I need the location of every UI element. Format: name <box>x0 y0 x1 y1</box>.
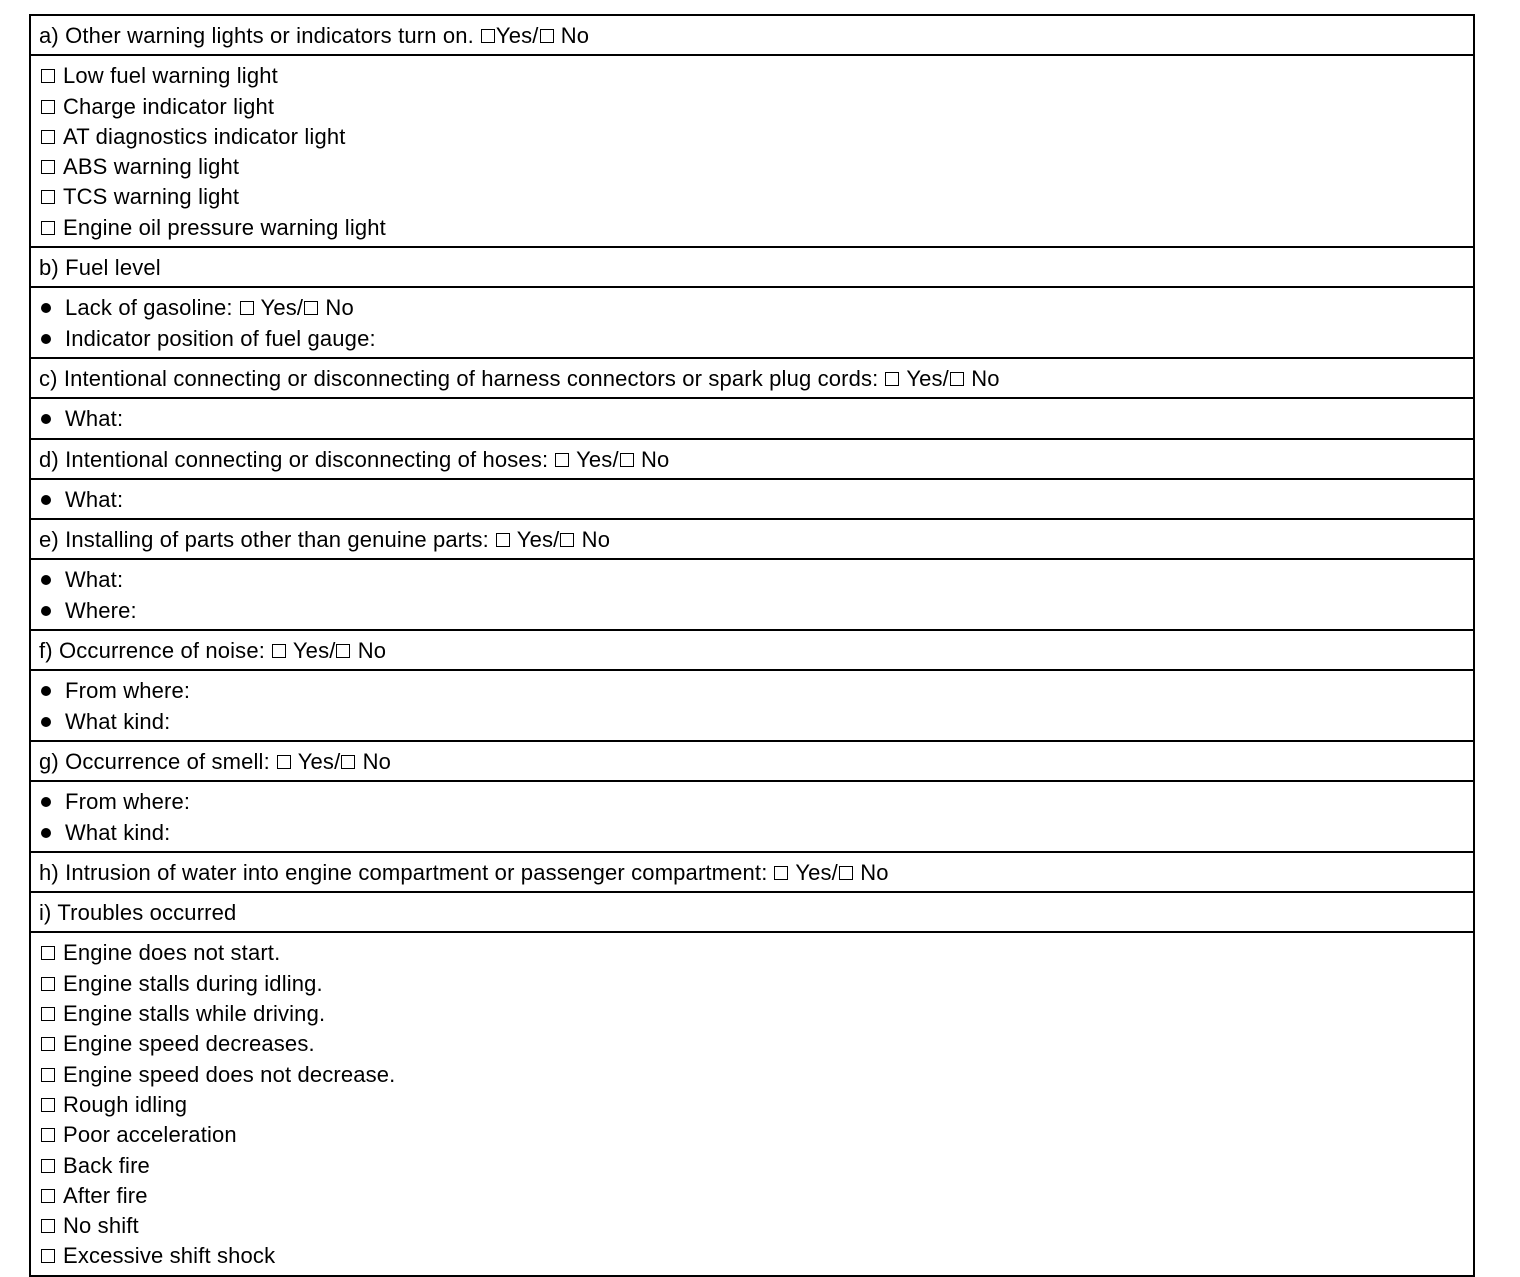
section-b-heading-row <box>31 246 1473 286</box>
section-h-no-checkbox[interactable] <box>839 866 853 880</box>
checklist-item-label: Back fire <box>63 1152 150 1178</box>
checkbox[interactable] <box>41 977 55 991</box>
what-label: What: <box>65 567 124 593</box>
checkbox[interactable] <box>41 1007 55 1021</box>
section-e-yes-checkbox[interactable] <box>496 533 510 547</box>
checklist-item-label: No shift <box>63 1213 139 1239</box>
section-d-question-row <box>31 438 1473 478</box>
section-f-question-row <box>31 629 1473 669</box>
checklist-item <box>39 1181 1465 1211</box>
checklist-item <box>39 152 1465 182</box>
checkbox[interactable] <box>41 1159 55 1173</box>
bullet-icon <box>41 606 51 616</box>
section-d-question: d) Intentional connecting or disconnecting of hoses: <box>39 446 549 472</box>
checklist-item <box>39 1211 1465 1241</box>
section-h-question-row <box>31 851 1473 891</box>
detail-item <box>39 324 1465 354</box>
detail-item <box>39 676 1465 706</box>
section-f-yes-checkbox[interactable] <box>272 644 286 658</box>
section-e-question: e) Installing of parts other than genuine parts: <box>39 527 489 553</box>
checklist-item-label: Poor acceleration <box>63 1122 237 1148</box>
checklist-item <box>39 92 1465 122</box>
section-f-details-row <box>31 669 1473 740</box>
detail-item <box>39 818 1465 848</box>
checklist-item <box>39 969 1465 999</box>
section-c-question: c) Intentional connecting or disconnecting of harness connectors or spark plug cords: <box>39 365 879 391</box>
section-e-no-label: No <box>581 527 611 553</box>
checklist-item <box>39 1090 1465 1120</box>
bullet-icon <box>41 334 51 344</box>
section-g-no-checkbox[interactable] <box>341 755 355 769</box>
detail-item <box>39 404 1465 434</box>
section-a-yes-checkbox[interactable] <box>481 29 495 43</box>
checklist-item-label: TCS warning light <box>63 184 240 210</box>
checkbox[interactable] <box>41 1189 55 1203</box>
what-kind-label: What kind: <box>65 819 171 845</box>
bullet-icon <box>41 686 51 696</box>
section-a-question-row <box>31 16 1473 54</box>
checklist-item-label: Engine speed does not decrease. <box>63 1061 396 1087</box>
section-a-no-label: No <box>560 23 590 48</box>
detail-item <box>39 485 1465 515</box>
section-a-question: a) Other warning lights or indicators turn on. <box>39 23 474 48</box>
problem-checklist-form <box>29 14 1475 1277</box>
section-g-no-label: No <box>362 748 392 774</box>
section-i-items-row <box>31 931 1473 1274</box>
checklist-item-label: Engine does not start. <box>63 940 281 966</box>
checkbox[interactable] <box>41 1068 55 1082</box>
section-f-no-label: No <box>357 638 387 664</box>
checkbox[interactable] <box>41 69 55 83</box>
checkbox[interactable] <box>41 1128 55 1142</box>
section-h-no-label: No <box>860 859 889 885</box>
checklist-item <box>39 1241 1465 1271</box>
section-h-question: h) Intrusion of water into engine compartment or passenger compartment: <box>39 859 768 885</box>
checkbox[interactable] <box>41 130 55 144</box>
gasoline-label: Lack of gasoline: <box>65 295 233 321</box>
checklist-item-label: Engine oil pressure warning light <box>63 214 386 240</box>
section-e-question-row <box>31 518 1473 558</box>
section-a-yes-label: Yes/ <box>495 23 539 48</box>
checklist-item <box>39 938 1465 968</box>
checkbox[interactable] <box>41 1037 55 1051</box>
section-h-yes-label: Yes/ <box>795 859 838 885</box>
section-d-yes-label: Yes/ <box>576 446 619 472</box>
checklist-item <box>39 122 1465 152</box>
section-c-no-label: No <box>971 365 1000 391</box>
checklist-item-label: Engine stalls while driving. <box>63 1001 326 1027</box>
section-h-yes-checkbox[interactable] <box>774 866 788 880</box>
detail-item <box>39 293 1465 323</box>
section-c-no-checkbox[interactable] <box>950 372 964 386</box>
gasoline-no-label: No <box>325 295 354 321</box>
section-e-no-checkbox[interactable] <box>560 533 574 547</box>
detail-item <box>39 596 1465 626</box>
where-label: Where: <box>65 597 137 623</box>
checklist-item-label: Engine speed decreases. <box>63 1031 315 1057</box>
bullet-icon <box>41 797 51 807</box>
checklist-item-label: Charge indicator light <box>63 93 275 119</box>
section-e-yes-label: Yes/ <box>516 527 560 553</box>
detail-item <box>39 787 1465 817</box>
section-c-details-row <box>31 397 1473 437</box>
checkbox[interactable] <box>41 190 55 204</box>
checklist-item-label: AT diagnostics indicator light <box>63 123 346 149</box>
section-d-yes-checkbox[interactable] <box>555 453 569 467</box>
section-d-no-checkbox[interactable] <box>620 453 634 467</box>
from-where-label: From where: <box>65 678 191 704</box>
checklist-item <box>39 1120 1465 1150</box>
section-f-question: f) Occurrence of noise: <box>39 638 265 664</box>
checkbox[interactable] <box>41 160 55 174</box>
checklist-item-label: Low fuel warning light <box>63 63 278 89</box>
from-where-label: From where: <box>65 789 191 815</box>
bullet-icon <box>41 575 51 585</box>
bullet-icon <box>41 495 51 505</box>
section-d-no-label: No <box>640 446 670 472</box>
checklist-item <box>39 182 1465 212</box>
section-g-yes-label: Yes/ <box>297 748 341 774</box>
checkbox[interactable] <box>41 1249 55 1263</box>
what-label: What: <box>65 486 124 512</box>
checklist-item-label: Excessive shift shock <box>63 1243 276 1269</box>
what-label: What: <box>65 406 124 432</box>
checklist-item <box>39 999 1465 1029</box>
section-g-question: g) Occurrence of smell: <box>39 748 270 774</box>
section-i-heading-row <box>31 891 1473 931</box>
what-kind-label: What kind: <box>65 708 171 734</box>
section-f-yes-label: Yes/ <box>292 638 336 664</box>
checkbox[interactable] <box>41 1098 55 1112</box>
checklist-item-label: After fire <box>63 1182 148 1208</box>
checkbox[interactable] <box>41 946 55 960</box>
section-c-question-row <box>31 357 1473 397</box>
checklist-item <box>39 61 1465 91</box>
section-a-items-row <box>31 54 1473 246</box>
section-c-yes-checkbox[interactable] <box>885 372 899 386</box>
detail-item <box>39 565 1465 595</box>
checkbox[interactable] <box>41 221 55 235</box>
section-a-no-checkbox[interactable] <box>540 29 554 43</box>
checklist-item-label: Rough idling <box>63 1091 188 1117</box>
section-b-heading: b) Fuel level <box>39 255 161 281</box>
checkbox[interactable] <box>41 100 55 114</box>
section-e-details-row <box>31 558 1473 629</box>
section-i-heading: i) Troubles occurred <box>39 900 237 926</box>
section-b-details-row <box>31 286 1473 357</box>
bullet-icon <box>41 303 51 313</box>
gasoline-no-checkbox[interactable] <box>304 301 318 315</box>
bullet-icon <box>41 414 51 424</box>
checklist-item-label: Engine stalls during idling. <box>63 970 323 996</box>
checklist-item <box>39 1029 1465 1059</box>
detail-item <box>39 707 1465 737</box>
checklist-item <box>39 1151 1465 1181</box>
gasoline-yes-checkbox[interactable] <box>240 301 254 315</box>
bullet-icon <box>41 717 51 727</box>
checkbox[interactable] <box>41 1219 55 1233</box>
section-g-question-row <box>31 740 1473 780</box>
section-c-yes-label: Yes/ <box>906 365 949 391</box>
bullet-icon <box>41 828 51 838</box>
checklist-item <box>39 213 1465 243</box>
section-g-yes-checkbox[interactable] <box>277 755 291 769</box>
section-f-no-checkbox[interactable] <box>336 644 350 658</box>
section-d-details-row <box>31 478 1473 518</box>
section-g-details-row <box>31 780 1473 851</box>
checklist-item <box>39 1060 1465 1090</box>
fuel-gauge-label: Indicator position of fuel gauge: <box>65 325 376 351</box>
checklist-item-label: ABS warning light <box>63 154 240 180</box>
gasoline-yes-label: Yes/ <box>260 295 304 321</box>
